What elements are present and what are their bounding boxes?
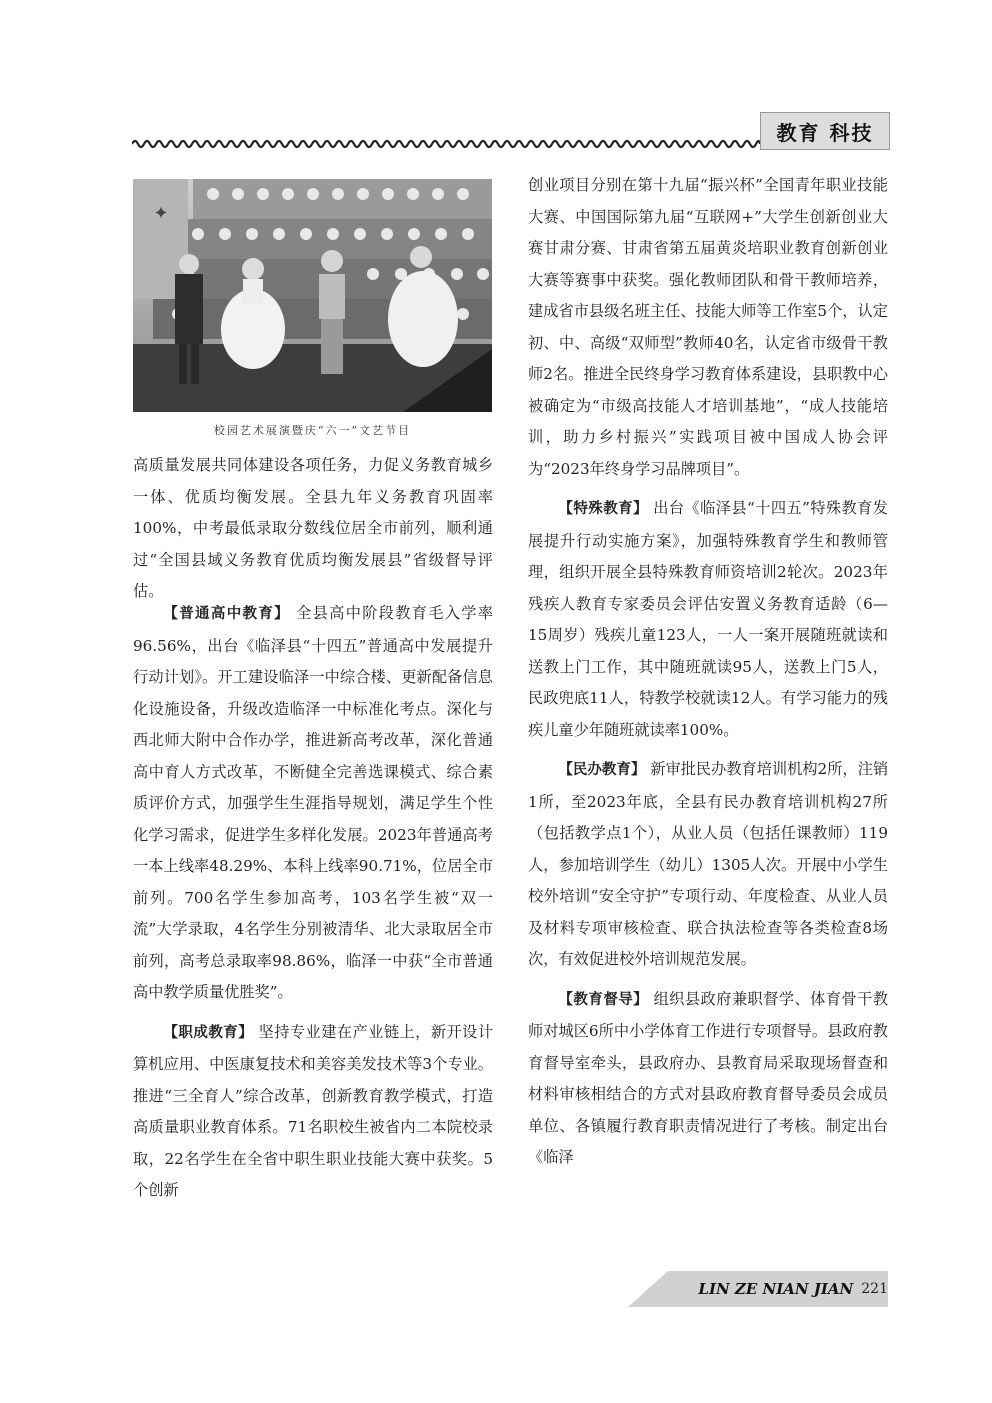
paragraph-body: 坚持专业建在产业链上，新开设计算机应用、中医康复技术和美容美发技术等3个专业。推进“三全育人”综合改革，创新教育教学模式，打造高质量职业教育体系。71名职校生被省内二本院校录取，22名学生在全省中职生职业技能大赛中获奖。5个创新 <box>133 1022 494 1199</box>
left-column-intro <box>133 450 493 608</box>
left-column <box>133 598 493 1207</box>
page-number: 221 <box>861 1281 888 1297</box>
section-heading: 【特殊教育】 <box>558 501 649 517</box>
intro-paragraph: 高质量发展共同体建设各项任务，力促义务教育城乡一体、优质均衡发展。全县九年义务教育巩固率100%，中考最低录取分数线位居全市前列，顺利通过“全国县域义务教育优质均衡发展县”省级督导评估。 <box>133 456 493 600</box>
paragraph-private-education <box>528 754 888 976</box>
section-heading: 【职成教育】 <box>163 1024 254 1041</box>
paragraph-special-education <box>528 493 888 746</box>
section-heading: 【教育督导】 <box>558 991 649 1008</box>
photo-caption: 校园艺术展演暨庆“六一”文艺节目 <box>213 424 412 437</box>
paragraph-body: 新审批民办教育培训机构2所，注销1所，至2023年底，全县有民办教育培训机构27所（包括教学点1个），从业人员（包括任课教师）119人，参加培训学生（幼儿）1305人次。开展中小学生校外培训“安全守护”专项行动、年度检查、从业人员及材料专项审核检查、联合执法检查等各类检查8场次，有效促进校外培训规范发展。 <box>528 760 889 968</box>
performance-photo <box>133 179 492 412</box>
footer <box>648 1278 888 1300</box>
paragraph-high-school <box>133 598 493 1009</box>
section-heading: 【民办教育】 <box>558 762 646 778</box>
paragraph-vocational <box>133 1017 493 1207</box>
header-wavy-rule <box>132 138 760 150</box>
section-heading: 【普通高中教育】 <box>163 606 291 622</box>
paragraph-supervision <box>528 984 888 1174</box>
paragraph-continued: 创业项目分别在第十九届“振兴杯”全国青年职业技能大赛、中国国际第九届“互联网+”大学生创新创业大赛甘肃分赛、甘肃省第五届黄炎培职业教育创新创业大赛等赛事中获奖。强化教师团队和骨干教师培养，建成省市县级名班主任、技能大师等工作室5个，认定初、中、高级“双师型”教师40名，认定省市级骨干教师2名。推进全民终身学习教育体系建设，县职教中心被确定为“市级高技能人才培训基地”，“成人技能培训，助力乡村振兴”实践项目被中国成人协会评为“2023年终身学习品牌项目”。 <box>528 176 888 478</box>
paragraph-body: 出台《临泽县“十四五”特殊教育发展提升行动实施方案》，加强特殊教育学生和教师管理，组织开展全县特殊教育师资培训2轮次。2023年残疾人教育专家委员会评估安置义务教育适龄（6—15周岁）残疾儿童123人，一人一案开展随班就读和送教上门工作，其中随班就读95人，送教上门5人，民政兜底11人，特教学校就读12人。有学习能力的残疾儿童少年随班就读率100%。 <box>528 499 888 739</box>
publication-name: LIN ZE NIAN JIAN <box>698 1280 854 1298</box>
section-header-box <box>760 112 890 150</box>
svg-text:✦: ✦ <box>153 203 169 224</box>
section-title: 教育 科技 <box>776 120 874 145</box>
paragraph-body: 全县高中阶段教育毛入学率96.56%，出台《临泽县“十四五”普通高中发展提升行动计划》。开工建设临泽一中综合楼、更新配备信息化设施设备，升级改造临泽一中标准化考点。深化与西北师大附中合作办学，推进新高考改革，深化普通高中育人方式改革，不断健全完善选课模式、综合素质评价方式，加强学生生涯指导规划，满足学生个性化学习需求，促进学生多样化发展。2023年普通高考一本上线率48.29%、本科上线率90.71%，位居全市前列。700名学生参加高考，103名学生被“双一流”大学录取，4名学生分别被清华、北大录取居全市前列，高考总录取率98.86%，临泽一中获“全市普通高中教学质量优胜奖”。 <box>133 604 494 1001</box>
right-column <box>528 170 888 1174</box>
paragraph-body: 组织县政府兼职督学、体育骨干教师对城区6所中小学体育工作进行专项督导。县政府教育督导室牵头，县政府办、县教育局采取现场督查和材料审核相结合的方式对县政府教育督导委员会成员单位、各镇履行教育职责情况进行了考核。制定出台《临泽 <box>528 989 889 1166</box>
